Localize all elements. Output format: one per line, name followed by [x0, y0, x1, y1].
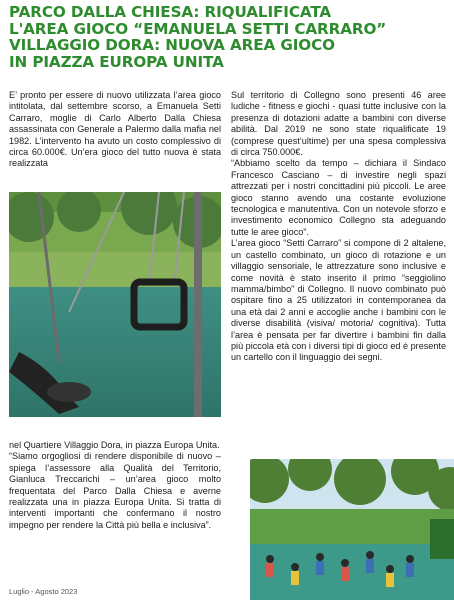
park-photo: [250, 459, 454, 600]
left-column-intro: [9, 90, 221, 170]
headline-line-2: L'AREA GIOCO “EMANUELA SETTI CARRARO”: [9, 19, 387, 38]
swing-photo: [9, 192, 221, 417]
playground-description: L’area gioco “Setti Carraro” si compone di 2 altalene, un castello combinato, un gioco di rotazione e un villaggio sensoriale, le attrezzature sono inclusive e come novità è stato inserito il primo “seggiolino mamma/bimbo” di Collegno. Il nuovo combinato può ospitare fino a 25 utilizzatori in contemporanea da una età dai 2 anni e accoglie anche i bambini con le diverse disabilità (visiva/ motoria/ cognitiva). Tutta l’area è pensata per far divertire i bambini fin dalla più piccola età con i diversi tipi di gioco ed è presente un cartello con il linguaggio dei segni.: [231, 238, 446, 363]
location-paragraph: nel Quartiere Villaggio Dora, in piazza Europa Unita.: [9, 440, 220, 450]
swing-illustration: [9, 192, 221, 417]
issue-date: Luglio - Agosto 2023: [9, 587, 78, 596]
mayor-quote: “Abbiamo scelto da tempo – dichiara il Sindaco Francesco Casciano – di investire negli spazi attrezzati per i nostri concittadini più piccoli. Le aree gioco stanno avendo una costante evoluzione tecnologica e manutentiva. Con un notevole sforzo e investimento economico Collegno sta adeguando tutte le aree gioco”.: [231, 158, 446, 237]
assessore-quote: “Siamo orgogliosi di rendere disponibile di nuovo – spiega l’assessore alla Qualità del Territorio, Gianluca Treccarichi – un’area gioco molto frequentata del Parco Dalla Chiesa e averne realizzata una in piazza Europa Unita. Si tratta di interventi importanti che confermano il nostro impegno per rendere la Città più bella e inclusiva”.: [9, 451, 221, 530]
left-column-continuation: [9, 440, 221, 531]
right-column: [231, 90, 446, 364]
headline-line-3: VILLAGGIO DORA: NUOVA AREA GIOCO: [9, 36, 335, 55]
park-illustration: [250, 459, 454, 600]
intro-paragraph: E’ pronto per essere di nuovo utilizzata l’area gioco intitolata, dal settembre scorso, a Emanuela Setti Carraro, moglie di Carlo Alberto Dalla Chiesa assassinata con Generale a Palermo dalla mafia nel 1982. L’intervento ha avuto un costo complessivo di circa 60.000€. Un’era gioco del tutto nuova è stata realizzata: [9, 90, 221, 169]
headline-line-1: PARCO DALLA CHIESA: RIQUALIFICATA: [9, 3, 332, 21]
territory-paragraph: Sul territorio di Collegno sono presenti 46 aree ludiche - fitness e giochi - quasi tutte inclusive con la presenza di dotazioni adatte a bambini con diverse abilità. Dal 2019 ne sono state riqualificate 19 (comprese quest’ultime) per una spesa complessiva di circa 750.000€.: [231, 90, 446, 158]
headline-line-4: IN PIAZZA EUROPA UNITA: [9, 52, 224, 71]
article-headline: [9, 4, 449, 70]
